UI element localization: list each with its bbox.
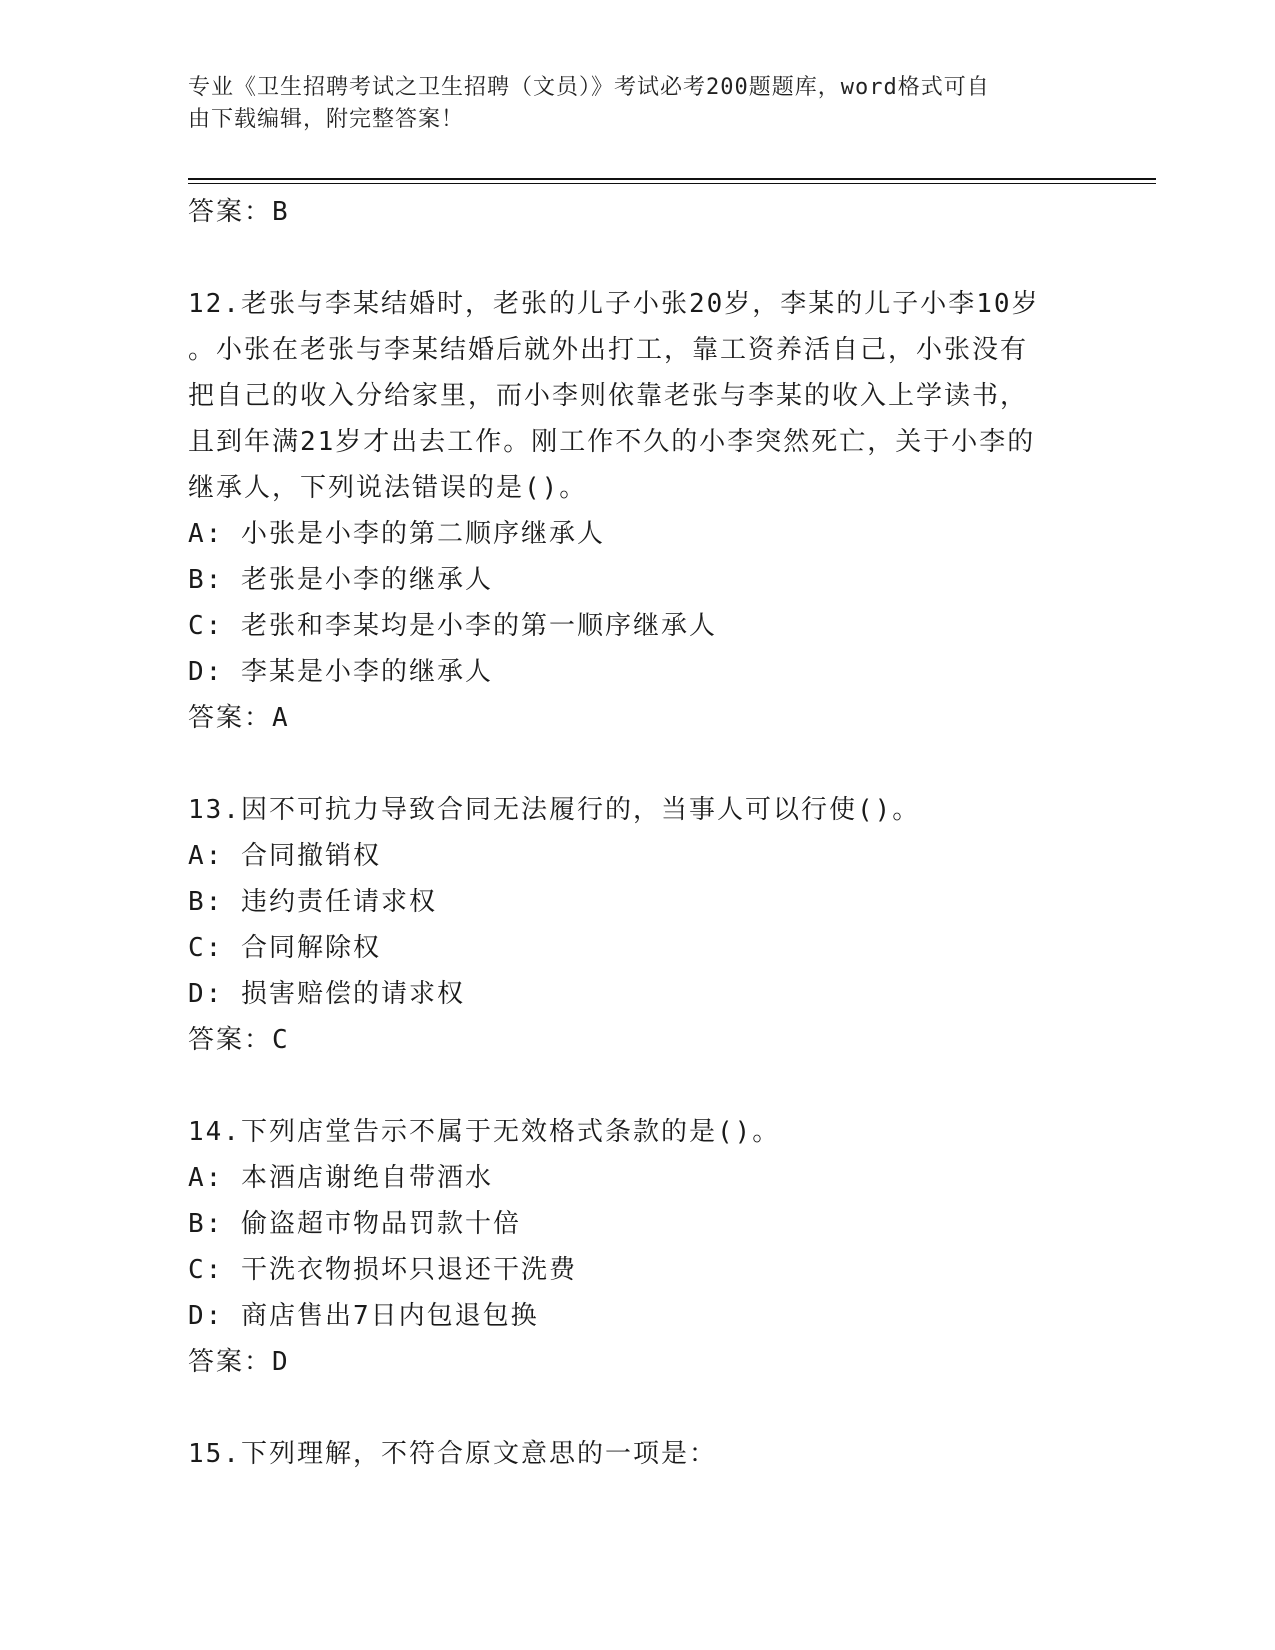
document-body: [188, 189, 1088, 1477]
question-14-option-d: D: 商店售出7日内包退包换: [188, 1301, 539, 1331]
question-15-line-1: 15.下列理解，不符合原文意思的一项是：: [188, 1439, 717, 1469]
question-12-answer: 答案：A: [188, 703, 290, 733]
question-13-option-c: C: 合同解除权: [188, 933, 381, 963]
question-12-option-d: D: 李某是小李的继承人: [188, 657, 493, 687]
header-line-2: 由下载编辑，附完整答案！: [188, 107, 465, 132]
question-12-option-a: A: 小张是小李的第二顺序继承人: [188, 519, 605, 549]
question-14: [188, 1109, 1088, 1385]
answer-previous: 答案：B: [188, 197, 290, 227]
question-13-answer: 答案：C: [188, 1025, 290, 1055]
page-header: [188, 72, 1068, 136]
question-13-option-a: A: 合同撤销权: [188, 841, 381, 871]
question-12-line-4: 且到年满21岁才出去工作。刚工作不久的小李突然死亡，关于小李的: [188, 427, 1036, 457]
header-divider-thin: [188, 183, 1156, 184]
header-line-1: 专业《卫生招聘考试之卫生招聘（文员）》考试必考200题题库，word格式可自: [188, 75, 990, 100]
spacer: [188, 235, 1088, 281]
header-divider-thick: [188, 178, 1156, 180]
question-13-option-d: D: 损害赔偿的请求权: [188, 979, 465, 1009]
question-14-option-a: A: 本酒店谢绝自带酒水: [188, 1163, 493, 1193]
spacer: [188, 741, 1088, 787]
question-13-line-1: 13.因不可抗力导致合同无法履行的，当事人可以行使()。: [188, 795, 921, 825]
spacer: [188, 1385, 1088, 1431]
question-14-line-1: 14.下列店堂告示不属于无效格式条款的是()。: [188, 1117, 781, 1147]
question-12-line-1: 12.老张与李某结婚时，老张的儿子小张20岁，李某的儿子小李10岁: [188, 289, 1040, 319]
question-14-answer: 答案：D: [188, 1347, 290, 1377]
question-12-option-b: B: 老张是小李的继承人: [188, 565, 493, 595]
question-12-line-2: 。小张在老张与李某结婚后就外出打工，靠工资养活自己，小张没有: [188, 335, 1029, 365]
question-15: [188, 1431, 1088, 1477]
question-12: [188, 281, 1088, 741]
question-12-option-c: C: 老张和李某均是小李的第一顺序继承人: [188, 611, 717, 641]
question-14-option-b: B: 偷盗超市物品罚款十倍: [188, 1209, 521, 1239]
question-14-option-c: C: 干洗衣物损坏只退还干洗费: [188, 1255, 577, 1285]
question-12-line-3: 把自己的收入分给家里，而小李则依靠老张与李某的收入上学读书，: [188, 381, 1029, 411]
question-13-option-b: B: 违约责任请求权: [188, 887, 437, 917]
spacer: [188, 1063, 1088, 1109]
question-12-line-5: 继承人，下列说法错误的是()。: [188, 473, 588, 503]
question-13: [188, 787, 1088, 1063]
